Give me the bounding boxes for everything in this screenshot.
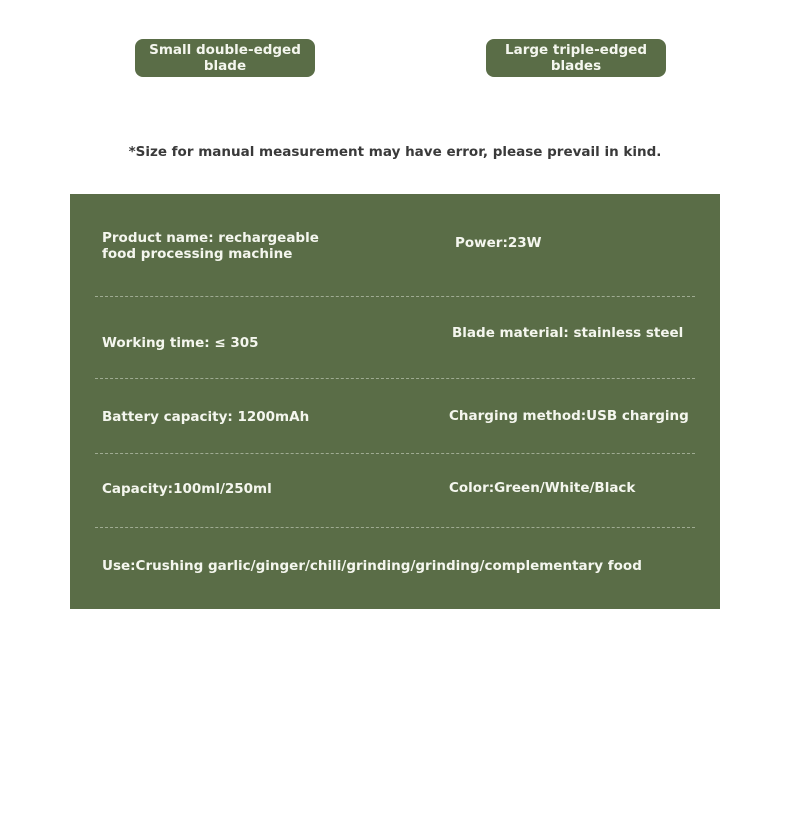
spec-divider <box>95 378 695 379</box>
large-blade-label: Large triple-edged blades <box>486 39 666 77</box>
measurement-note: *Size for manual measurement may have error, please prevail in kind. <box>128 144 662 160</box>
spec-blade-material: Blade material: stainless steel <box>452 325 684 341</box>
spec-divider <box>95 527 695 528</box>
spec-working-time: Working time: ≤ 305 <box>102 335 259 351</box>
spec-divider <box>95 453 695 454</box>
spec-capacity: Capacity:100ml/250ml <box>102 481 272 497</box>
spec-battery: Battery capacity: 1200mAh <box>102 409 310 425</box>
small-blade-label: Small double-edged blade <box>135 39 315 77</box>
spec-divider <box>95 296 695 297</box>
spec-product-name: Product name: rechargeable food processing machine <box>102 230 319 262</box>
spec-color: Color:Green/White/Black <box>449 480 636 496</box>
spec-use: Use:Crushing garlic/ginger/chili/grinding/grinding/complementary food <box>102 558 642 574</box>
spec-panel <box>70 194 720 609</box>
spec-charging: Charging method:USB charging <box>449 408 689 424</box>
spec-power: Power:23W <box>455 235 542 251</box>
